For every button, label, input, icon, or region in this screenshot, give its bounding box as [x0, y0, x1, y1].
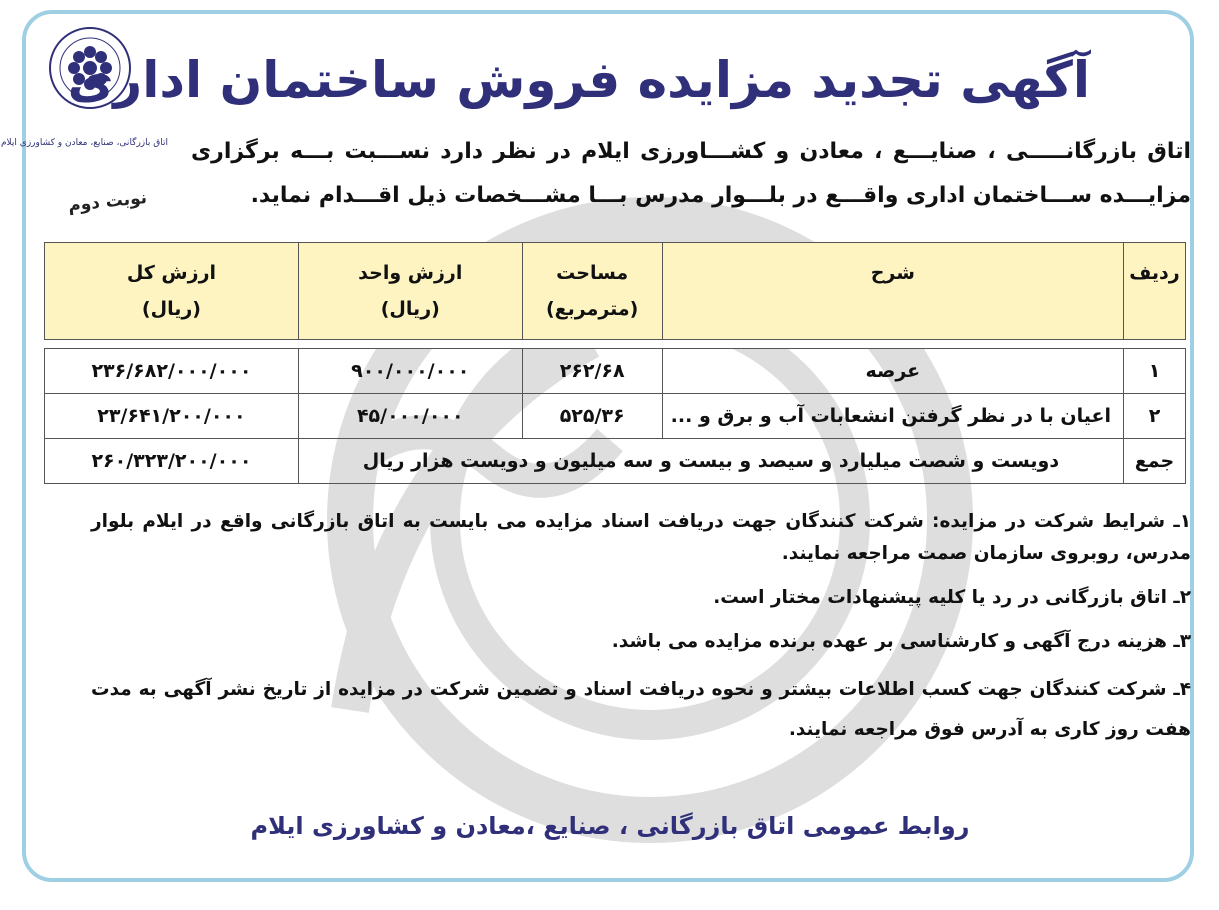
condition-item: ۲ـ اتاق بازرگانی در رد یا کلیه پیشنهادات مختار است.	[713, 587, 1191, 608]
cell-total: ۲۳۶/۶۸۲/۰۰۰/۰۰۰	[45, 349, 299, 394]
cell-desc: اعیان با در نظر گرفتن انشعابات آب و برق و ...	[662, 394, 1123, 439]
sum-label: جمع	[1124, 439, 1186, 484]
auction-table	[44, 242, 1186, 484]
cell-area: ۵۲۵/۳۶	[522, 394, 662, 439]
condition-item: ۴ـ شرکت کنندگان جهت کسب اطلاعات بیشتر و نحوه دریافت اسناد و تضمین شرکت در مزایده از تاریخ نشر آگهی به مدت هفت روز کاری به آدرس فوق مراجعه نمایند.	[91, 679, 1191, 740]
logo-caption: اتاق بازرگانی، صنایع، معادن و کشاورزی ایلام	[0, 138, 168, 148]
footer-signature: روابط عمومی اتاق بازرگانی ، صنایع ،معادن و کشاورزی ایلام	[250, 812, 970, 840]
table-row	[45, 349, 1186, 394]
cell-row-no: ۲	[1124, 394, 1186, 439]
condition-item: ۱ـ شرایط شرکت در مزایده: شرکت کنندگان جهت دریافت اسناد مزایده می بایست به اتاق بازرگانی واقع در ایلام بلوار مدرس، روبروی سازمان صمت مراجعه نمایند.	[91, 511, 1191, 564]
conditions-list	[91, 506, 1191, 762]
header-area: مساحت (مترمربع)	[522, 243, 662, 340]
sum-total: ۲۶۰/۳۲۳/۲۰۰/۰۰۰	[45, 439, 299, 484]
cell-unit-price: ۹۰۰/۰۰۰/۰۰۰	[298, 349, 522, 394]
second-round-badge: نوبت دوم	[67, 187, 148, 217]
header-total: ارزش کل (ریال)	[45, 243, 299, 340]
header-unit-price: ارزش واحد (ریال)	[298, 243, 522, 340]
header-row-no: ردیف	[1124, 243, 1186, 340]
table-row	[45, 394, 1186, 439]
condition-item: ۳ـ هزینه درج آگهی و کارشناسی بر عهده برنده مزایده می باشد.	[611, 631, 1191, 652]
sum-in-words: دویست و شصت میلیارد و سیصد و بیست و سه میلیون و دویست هزار ریال	[298, 439, 1123, 484]
table-header-row	[45, 243, 1186, 340]
cell-desc: عرصه	[662, 349, 1123, 394]
cell-unit-price: ۴۵/۰۰۰/۰۰۰	[298, 394, 522, 439]
cell-total: ۲۳/۶۴۱/۲۰۰/۰۰۰	[45, 394, 299, 439]
cell-area: ۲۶۲/۶۸	[522, 349, 662, 394]
intro-paragraph: اتاق بازرگانـــــی ، صنایـــع ، معادن و کشـــاورزی ایلام در نظر دارد نســـبت بـــه برگزاری مزایـــده ســـاختمان اداری واقـــع در بلـــوار مدرس بـــا مشـــخصات ذیل اقـــدام نماید.	[191, 139, 1191, 208]
table-sum-row	[45, 439, 1186, 484]
cell-row-no: ۱	[1124, 349, 1186, 394]
page-title: آگهی تجدید مزایده فروش ساختمان اداری	[67, 51, 1090, 109]
header-desc: شرح	[662, 243, 1123, 340]
